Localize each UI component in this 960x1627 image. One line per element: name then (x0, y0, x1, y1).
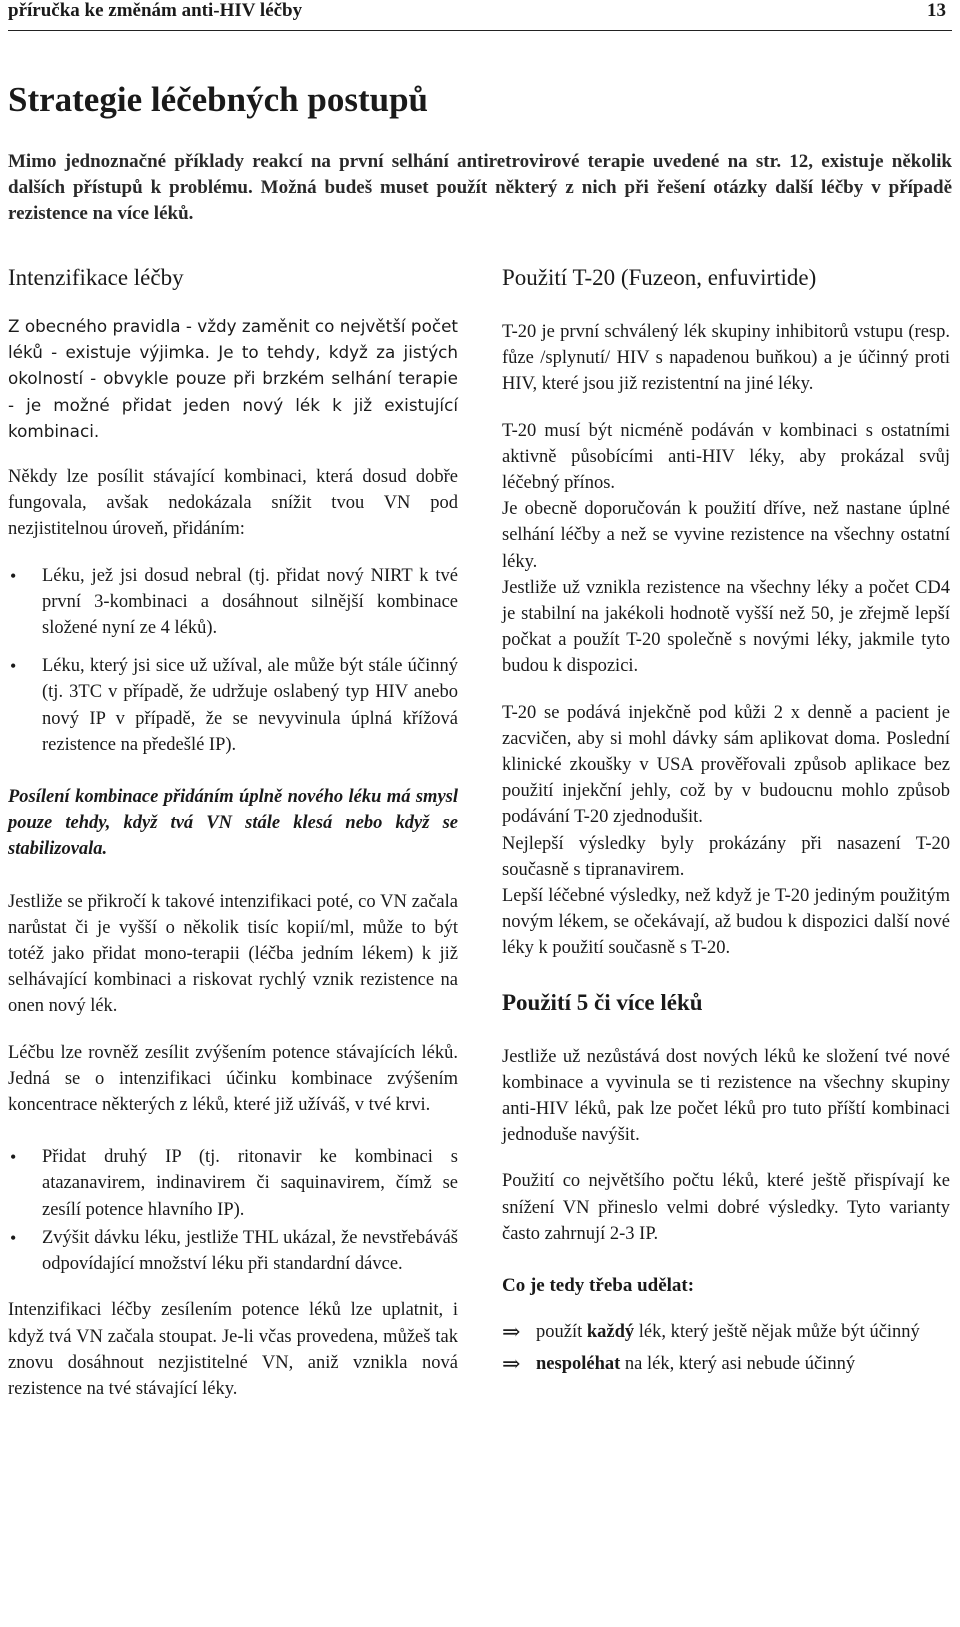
paragraph: Jestliže se přikročí k takové intenzifikaci poté, co VN začala narůstat či je vyšší o několik tisíc kopií/ml, může to být totéž jako přidat mono-terapii (léčba jedním lékem) k již selhávající kombinaci a riskovat rychlý vznik rezistence na onen nový lék. (8, 891, 458, 1017)
todo-item: ⇒ použít každý lék, který ještě nějak může být účinný (502, 1319, 920, 1345)
page-number: 13 (927, 0, 946, 21)
bullet-list (8, 1144, 458, 1277)
paragraph: Je obecně doporučován k použití dříve, než nastane úplné selhání léčby a než se vyvine rezistence na všechny ostatní léky. (502, 499, 950, 572)
paragraph: Z obecného pravidla - vždy zaměnit co největší počet léků - existuje výjimka. Je to tehdy, když za jistých okolností - obvykle pouze při brzkém selhání terapie - je možné přidat jeden nový lék k již existující kombinaci. (8, 316, 458, 441)
paragraph: Nejlepší výsledky byly prokázány při nasazení T-20 současně s tipranavirem. (502, 833, 950, 880)
paragraph: Jestliže už nezůstává dost nových léků ke složení tvé nové kombinace a vyvinula se ti rezistence na všechny skupiny anti-HIV léků, pak lze počet léků pro tuto příští kombinaci jednoduše navýšit. (502, 1046, 950, 1146)
implies-arrow-icon: ⇒ (502, 1351, 521, 1377)
list-item: • Léku, který jsi sice už užíval, ale může být stále účinný (tj. 3TC v případě, že udržuje oslabený typ HIV anebo nový IP v případě, že se nevyvinula úplná křížová rezistence na předešlé IP). (8, 653, 458, 758)
section-heading-t20: Použití T-20 (Fuzeon, enfuvirtide) (502, 265, 817, 290)
left-column (8, 263, 458, 1402)
paragraph: T-20 se podává injekčně pod kůži 2 x denně a pacient je zacvičen, aby si mohl dávky sám aplikovat doma. Poslední klinické zkoušky v USA prověřovali způsob aplikace bez použití injekční jehly, což by v budoucnu mohlo způsob podávání T-20 zjednodušit. (502, 702, 950, 828)
todo-item: ⇒ nespoléhat na lék, který asi nebude účinný (502, 1351, 856, 1377)
bullet-icon: • (10, 565, 17, 586)
list-item: • Přidat druhý IP (tj. ritonavir ke kombinaci s atazanavirem, indinavirem či saquinavirem, čímž se zesílí potence hlavního IP). (8, 1144, 458, 1223)
paragraph: Použití co největšího počtu léků, které ještě přispívají ke snížení VN přineslo velmi dobré výsledky. Tyto varianty často zahrnují 2-3 IP. (502, 1171, 950, 1244)
todo-list (502, 1319, 950, 1377)
bullet-icon: • (10, 1227, 17, 1248)
page-title: Strategie léčebných postupů (8, 80, 428, 119)
running-title: příručka ke změnám anti-HIV léčby (8, 0, 303, 21)
bullet-list (8, 563, 458, 758)
section-heading-intensification: Intenzifikace léčby (8, 265, 184, 290)
paragraph: T-20 musí být nicméně podáván v kombinaci s ostatními aktivně působícími anti-HIV léky, aby prokázal svůj léčebný přínos. (502, 420, 950, 494)
bullet-icon: • (10, 1147, 17, 1168)
implies-arrow-icon: ⇒ (502, 1319, 521, 1345)
todo-heading: Co je tedy třeba udělat: (502, 1275, 695, 1297)
bullet-icon: • (10, 656, 17, 677)
paragraph: Někdy lze posílit stávající kombinaci, která dosud dobře fungovala, avšak nedokázala snížit tvou VN pod nezjistitelnou úroveň, přidáním: (8, 467, 458, 540)
paragraph: Léčbu lze rovněž zesílit zvýšením potence stávajících léků. Jedná se o intenzifikaci účinku kombinace zvýšením koncentrace některých z léků, které již užíváš, v tvé krvi. (8, 1042, 458, 1116)
running-header (8, 0, 952, 31)
list-item: • Zvýšit dávku léku, jestliže THL ukázal, že nevstřebáváš odpovídající množství léku při standardní dávce. (8, 1225, 458, 1277)
paragraph: Lepší léčebné výsledky, než když je T-20 jediným použitým novým lékem, se očekávají, až budou k dispozici další nové léky k použití současně s T-20. (502, 886, 950, 959)
paragraph: T-20 je první schválený lék skupiny inhibitorů vstupu (resp. fůze /splynutí/ HIV s napadenou buňkou) a je účinný proti HIV, které jsou již rezistentní na jiné léky. (502, 322, 950, 395)
right-column (502, 263, 950, 1378)
paragraph: Jestliže už vznikla rezistence na všechny léky a počet CD4 je stabilní na jakékoli hodnotě vyšší než 50, je zřejmě lepší počkat a použít T-20 společně s novými léky, jakmile tyto budou k dispozici. (502, 577, 950, 677)
paragraph: Intenzifikaci léčby zesílením potence léků lze uplatnit, i když tvá VN začala stoupat. Je-li včas provedena, můžeš tak znovu dosáhnout nezjistitelné VN, aniž vznikla nová rezistence na tvé stávající léky. (8, 1300, 458, 1399)
list-item: • Léku, jež jsi dosud nebral (tj. přidat nový NIRT k tvé první 3-kombinaci a dosáhnout silnější kombinace složené nyní ze 4 léků). (8, 563, 458, 642)
intro-paragraph: Mimo jednoznačné příklady reakcí na první selhání antiretrovirové terapie uvedené na str. 12, existuje několik dalších přístupů k problému. Možná budeš muset použít některý z nich při řešení otázky další léčby v případě rezistence na více léků. (8, 151, 952, 224)
emphasis-paragraph: Posílení kombinace přidáním úplně nového léku má smysl pouze tehdy, když tvá VN stále klesá nebo když se stabilizovala. (8, 787, 458, 860)
section-heading-five-drugs: Použití 5 či více léků (502, 989, 703, 1015)
